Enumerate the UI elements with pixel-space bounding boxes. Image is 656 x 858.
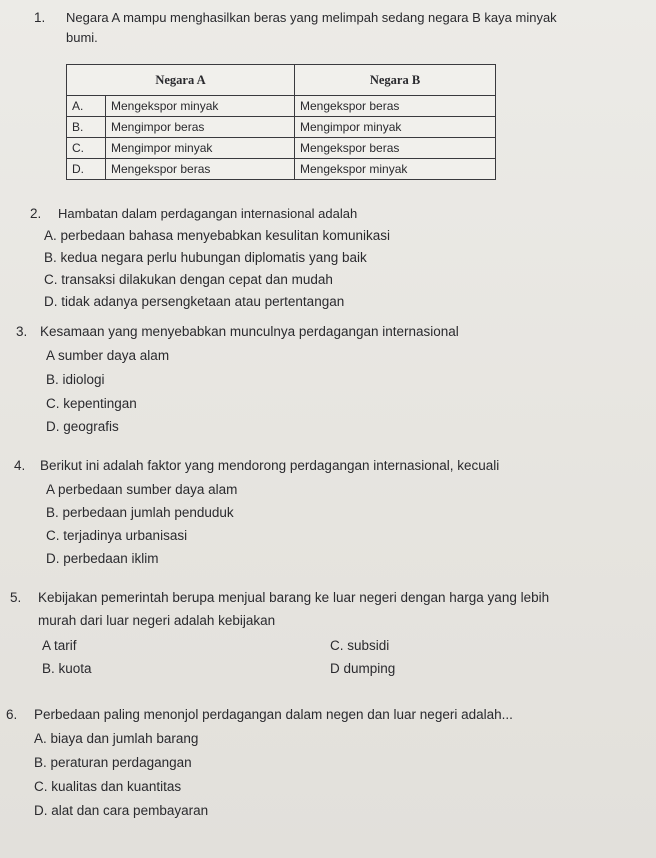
question-5-number: 5. [10, 590, 22, 605]
question-6-option-a[interactable]: A. biaya dan jumlah barang [34, 731, 199, 746]
table-cell-negara-a: Mengekspor beras [106, 159, 295, 180]
question-2-option-d[interactable]: D. tidak adanya persengketaan atau pertentangan [44, 294, 345, 309]
table-header-negara-b: Negara B [295, 65, 496, 96]
question-1-line-2: bumi. [66, 30, 98, 45]
question-2-option-b[interactable]: B. kedua negara perlu hubungan diplomatis yang baik [44, 250, 367, 265]
question-5-option-a[interactable]: A tarif [42, 638, 77, 653]
question-3-option-a[interactable]: A sumber daya alam [46, 348, 170, 363]
question-2-option-a[interactable]: A. perbedaan bahasa menyebabkan kesulitan komunikasi [44, 228, 390, 243]
question-3-number: 3. [16, 324, 28, 339]
question-6-stem: Perbedaan paling menonjol perdagangan dalam negen dan luar negeri adalah... [34, 707, 513, 722]
question-4-option-d[interactable]: D. perbedaan iklim [46, 551, 159, 566]
question-4-option-a[interactable]: A perbedaan sumber daya alam [46, 482, 238, 497]
question-5-option-c[interactable]: C. subsidi [330, 638, 390, 653]
question-4-option-b[interactable]: B. perbedaan jumlah penduduk [46, 505, 234, 520]
table-row [67, 159, 496, 180]
question-2-number: 2. [30, 206, 42, 221]
question-4-number: 4. [14, 458, 26, 473]
table-cell-negara-b: Mengekspor minyak [295, 159, 496, 180]
question-4-stem: Berikut ini adalah faktor yang mendorong perdagangan internasional, kecuali [40, 458, 500, 473]
question-5-option-b[interactable]: B. kuota [42, 661, 92, 676]
table-row [67, 96, 496, 117]
table-row [67, 138, 496, 159]
question-2-stem: Hambatan dalam perdagangan internasional adalah [58, 206, 358, 221]
question-4-option-c[interactable]: C. terjadinya urbanisasi [46, 528, 188, 543]
table-row-letter: C. [67, 138, 106, 159]
table-cell-negara-a: Mengimpor beras [106, 117, 295, 138]
question-3-stem: Kesamaan yang menyebabkan munculnya perdagangan internasional [40, 324, 459, 339]
table-row-letter: D. [67, 159, 106, 180]
question-5-option-d[interactable]: D dumping [330, 661, 396, 676]
table-cell-negara-a: Mengimpor minyak [106, 138, 295, 159]
table-row-letter: B. [67, 117, 106, 138]
question-1-line-1: Negara A mampu menghasilkan beras yang melimpah sedang negara B kaya minyak [66, 10, 557, 25]
question-5-line-2: murah dari luar negeri adalah kebijakan [38, 613, 276, 628]
table-header-negara-a: Negara A [67, 65, 295, 96]
question-6-number: 6. [6, 707, 18, 722]
table-cell-negara-b: Mengimpor minyak [295, 117, 496, 138]
question-3-option-d[interactable]: D. geografis [46, 419, 119, 434]
question-6-option-d[interactable]: D. alat dan cara pembayaran [34, 803, 209, 818]
table-header-row [67, 65, 496, 96]
table-row [67, 117, 496, 138]
question-1-number: 1. [34, 10, 46, 25]
question-6-option-b[interactable]: B. peraturan perdagangan [34, 755, 192, 770]
question-5-line-1: Kebijakan pemerintah berupa menjual barang ke luar negeri dengan harga yang lebih [38, 590, 550, 605]
table-row-letter: A. [67, 96, 106, 117]
question-2-option-c[interactable]: C. transaksi dilakukan dengan cepat dan mudah [44, 272, 333, 287]
question-3-option-b[interactable]: B. idiologi [46, 372, 105, 387]
answer-table [66, 64, 496, 180]
table-cell-negara-b: Mengekspor beras [295, 96, 496, 117]
question-3-option-c[interactable]: C. kepentingan [46, 396, 137, 411]
table-cell-negara-a: Mengekspor minyak [106, 96, 295, 117]
question-6-option-c[interactable]: C. kualitas dan kuantitas [34, 779, 182, 794]
table-cell-negara-b: Mengekspor beras [295, 138, 496, 159]
